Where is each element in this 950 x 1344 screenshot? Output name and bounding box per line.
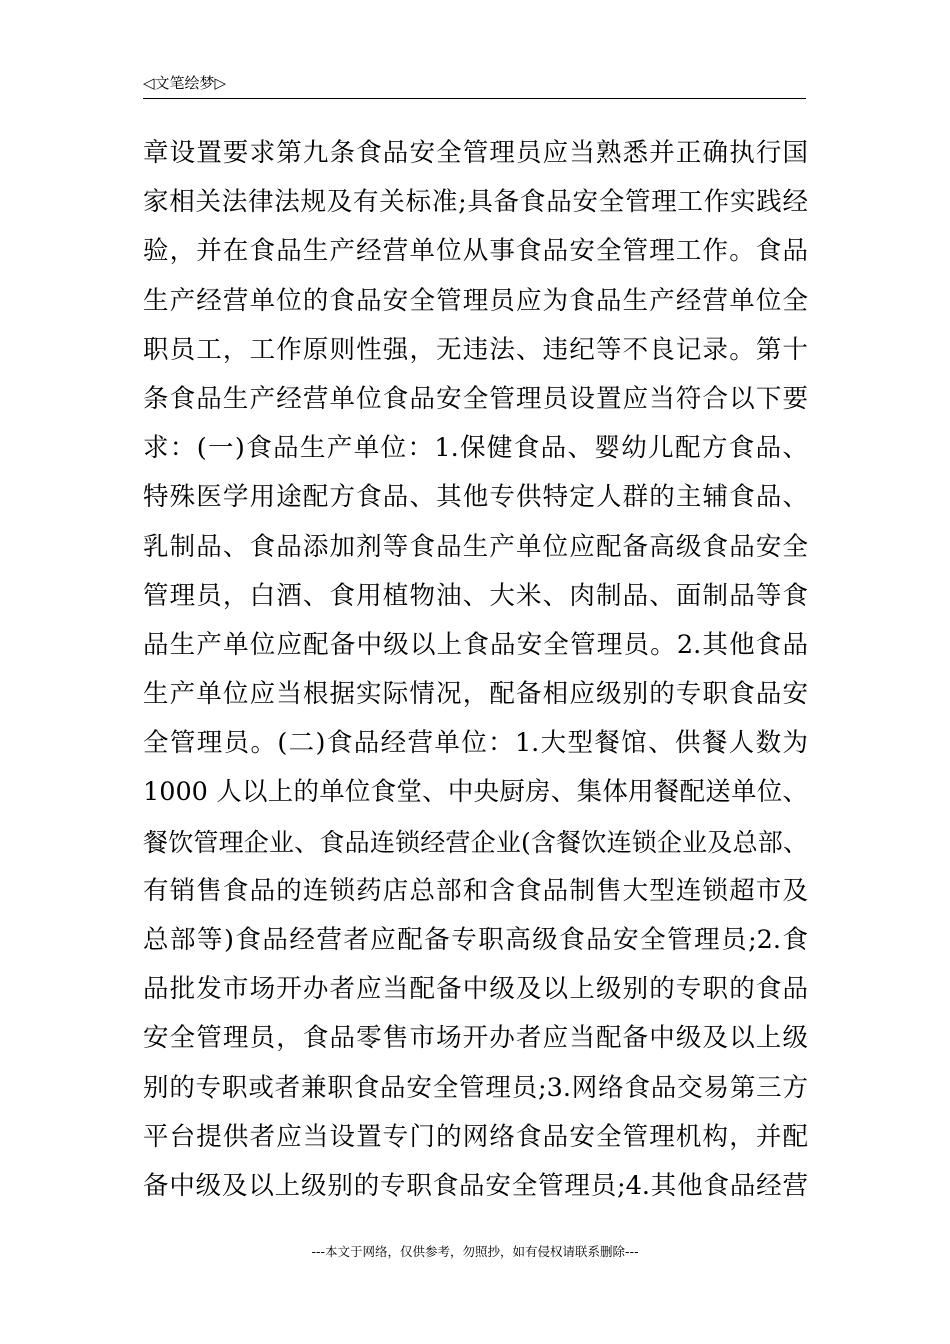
- body-line: 管理员，白酒、食用植物油、大米、肉制品、面制品等食: [143, 580, 808, 611]
- body-line: 验，并在食品生产经营单位从事食品安全管理工作。食品: [143, 236, 808, 267]
- body-line: 备中级及以上级别的专职食品安全管理员;4.其他食品经营: [143, 1170, 808, 1201]
- header-title: ◁文笔绘梦▷: [143, 74, 227, 92]
- body-line: 品批发市场开办者应当配备中级及以上级别的专职的食品: [143, 974, 808, 1005]
- document-body: [143, 129, 808, 1211]
- body-line: 章设置要求第九条食品安全管理员应当熟悉并正确执行国: [143, 138, 808, 168]
- body-line: 别的专职或者兼职食品安全管理员;3.网络食品交易第三方: [143, 1072, 808, 1103]
- body-line: 求：(一)食品生产单位：1.保健食品、婴幼儿配方食品、: [143, 433, 808, 464]
- body-line: 总部等)食品经营者应配备专职高级食品安全管理员;2.食: [143, 925, 808, 955]
- body-line: 全管理员。(二)食品经营单位：1.大型餐馆、供餐人数为: [143, 728, 808, 759]
- body-line: 条食品生产经营单位食品安全管理员设置应当符合以下要: [143, 383, 808, 414]
- page-footer: [0, 1244, 950, 1260]
- body-line: 平台提供者应当设置专门的网络食品安全管理机构，并配: [143, 1121, 808, 1152]
- body-line: 安全管理员，食品零售市场开办者应当配备中级及以上级: [143, 1023, 808, 1054]
- body-line: 品生产单位应配备中级以上食品安全管理员。2.其他食品: [143, 629, 808, 660]
- body-line: 特殊医学用途配方食品、其他专供特定人群的主辅食品、: [143, 482, 808, 513]
- footer-disclaimer: ---本文于网络，仅供参考，勿照抄，如有侵权请联系删除---: [311, 1244, 639, 1259]
- body-line: 1000 人以上的单位食堂、中央厨房、集体用餐配送单位、: [143, 777, 808, 808]
- body-line: 餐饮管理企业、食品连锁经营企业(含餐饮连锁企业及总部、: [143, 827, 808, 857]
- page-header: [143, 70, 806, 99]
- body-line: 乳制品、食品添加剂等食品生产单位应配备高级食品安全: [143, 531, 808, 562]
- body-line: 生产单位应当根据实际情况，配备相应级别的专职食品安: [143, 679, 808, 710]
- body-line: 家相关法律法规及有关标准;具备食品安全管理工作实践经: [143, 187, 808, 218]
- body-line: 生产经营单位的食品安全管理员应为食品生产经营单位全: [143, 285, 808, 316]
- body-line: 有销售食品的连锁药店总部和含食品制售大型连锁超市及: [143, 875, 808, 906]
- body-line: 职员工，工作原则性强，无违法、违纪等不良记录。第十: [143, 334, 808, 365]
